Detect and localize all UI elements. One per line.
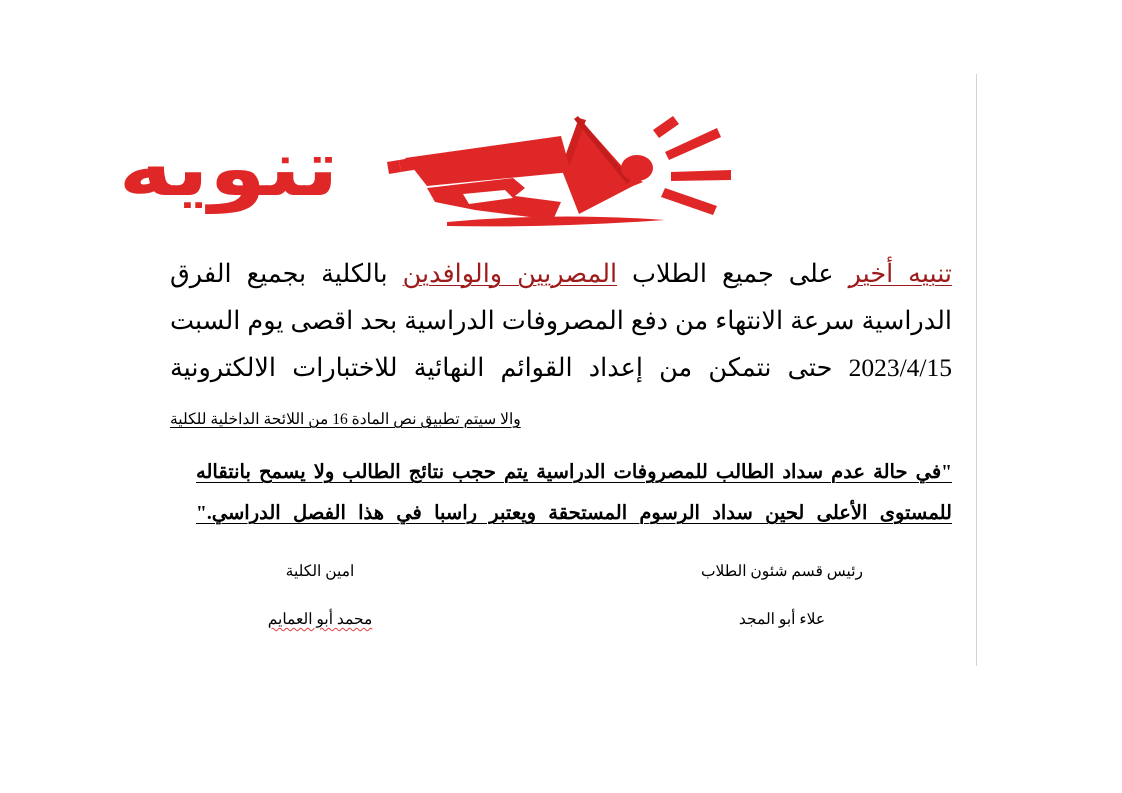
- quote-open-mark: ": [941, 462, 952, 483]
- article-quote: [196, 452, 952, 534]
- regulation-note: [170, 408, 952, 432]
- announcement-emphasis-students: المصريين والوافدين: [402, 259, 618, 288]
- signature-left-name: محمد أبو العمايم: [267, 611, 373, 628]
- signature-student-affairs: [632, 560, 932, 632]
- quote-body: في حالة عدم سداد الطالب للمصروفات الدراسية يتم حجب نتائج الطالب ولا يسمح بانتقاله للمستوى الأعلى لحين سداد الرسوم المستحقة ويعتبر راسبا في هذا الفصل الدراسي.: [196, 462, 952, 524]
- signature-left-title: امين الكلية: [285, 563, 355, 580]
- announcement-body: [170, 250, 952, 391]
- notice-banner: [118, 108, 946, 230]
- notice-heading: تنويه: [118, 124, 339, 214]
- quote-close-mark: ": [196, 503, 207, 524]
- signature-right-name: علاء أبو المجد: [738, 611, 826, 628]
- megaphone-icon: [365, 110, 731, 228]
- announcement-text-1: على جميع الطلاب: [617, 259, 849, 288]
- announcement-emphasis-lead: تنبيه أخير: [848, 259, 953, 288]
- announcement-paragraph: [170, 250, 952, 391]
- regulation-note-text: والا سيتم تطبيق نص المادة 16 من اللائحة الداخلية للكلية: [170, 411, 521, 428]
- article-quote-text: [196, 462, 952, 524]
- page-margin-rule: [976, 74, 977, 666]
- signature-right-title: رئيس قسم شئون الطلاب: [700, 563, 864, 580]
- signature-college-secretary: [170, 560, 470, 632]
- announcement-text-2: بالكلية بجميع الفرق الدراسية سرعة الانتهاء من دفع المصروفات الدراسية بحد اقصى يوم السبت 2023/4/15 حتى نتمكن من إعداد القوائم النهائية للاختبارات الالكترونية: [170, 259, 952, 382]
- signature-block: [170, 560, 952, 650]
